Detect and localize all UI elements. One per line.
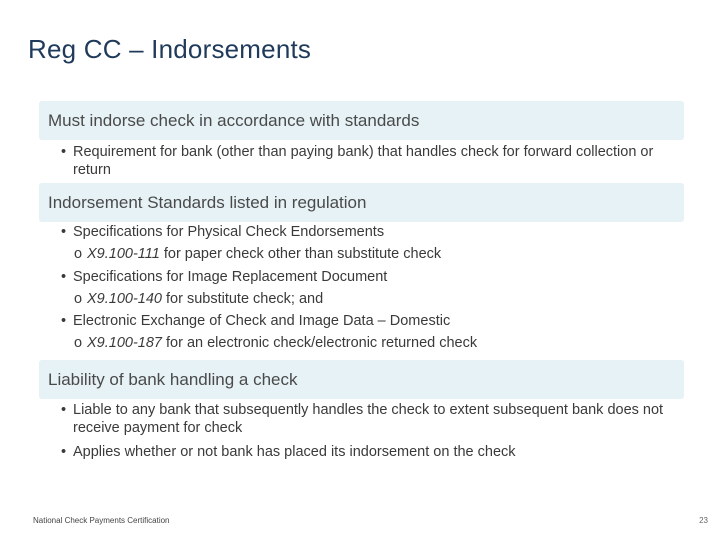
sub-bullet-text: for substitute check; and (161, 290, 324, 307)
section-heading-liability (39, 360, 684, 399)
sub-bullet-marker: o (74, 290, 83, 307)
sub-bullet-text: for paper check other than substitute check (159, 246, 442, 263)
section-1-bullets (61, 143, 681, 183)
bullet-text: Specifications for Image Replacement Document (73, 268, 388, 285)
slide-title: Reg CC – Indorsements (28, 34, 312, 64)
section-heading-indorsement-standards-listed (39, 183, 684, 222)
bullet-text: Electronic Exchange of Check and Image Data – Domestic (73, 313, 451, 330)
bullet-item (61, 221, 681, 243)
bullet-item (61, 266, 681, 288)
sub-bullet-item (61, 243, 681, 265)
section-heading-text: Liability of bank handling a check (48, 369, 298, 389)
footer-organization: National Check Payments Certification (33, 516, 170, 525)
section-heading-text: Must indorse check in accordance with standards (48, 110, 420, 130)
section-heading-text: Indorsement Standards listed in regulation (48, 192, 367, 212)
bullet-marker: • (61, 444, 67, 460)
sub-bullet-item (61, 288, 681, 310)
bullet-marker: • (61, 268, 67, 285)
bullet-item (61, 401, 681, 437)
bullet-marker: • (61, 144, 67, 160)
bullet-text: Specifications for Physical Check Endorsements (73, 224, 385, 240)
section-2-bullets (61, 221, 681, 355)
bullet-item (61, 441, 681, 463)
bullet-marker: • (61, 224, 67, 240)
section-heading-indorse-standards (39, 101, 684, 140)
sub-bullet-marker: o (74, 246, 83, 263)
bullet-text: Applies whether or not bank has placed its indorsement on the check (73, 444, 516, 460)
standard-code: X9.100-187 (87, 335, 162, 352)
bullet-text: Liable to any bank that subsequently handles the check to extent subsequent bank does not receive payment for check (73, 402, 664, 436)
bullet-marker: • (61, 313, 67, 330)
sub-bullet-marker: o (74, 335, 83, 352)
section-3-bullets (61, 401, 681, 463)
bullet-item (61, 143, 681, 179)
sub-bullet-text: for an electronic check/electronic returned check (161, 335, 478, 352)
bullet-text: Requirement for bank (other than paying bank) that handles check for forward collection or return (73, 144, 654, 178)
page-number: 23 (699, 516, 708, 525)
sub-bullet-item (61, 332, 681, 354)
standard-code: X9.100-140 (87, 290, 162, 307)
bullet-marker: • (61, 402, 67, 418)
standard-code: X9.100-111 (87, 246, 160, 263)
bullet-item (61, 310, 681, 332)
